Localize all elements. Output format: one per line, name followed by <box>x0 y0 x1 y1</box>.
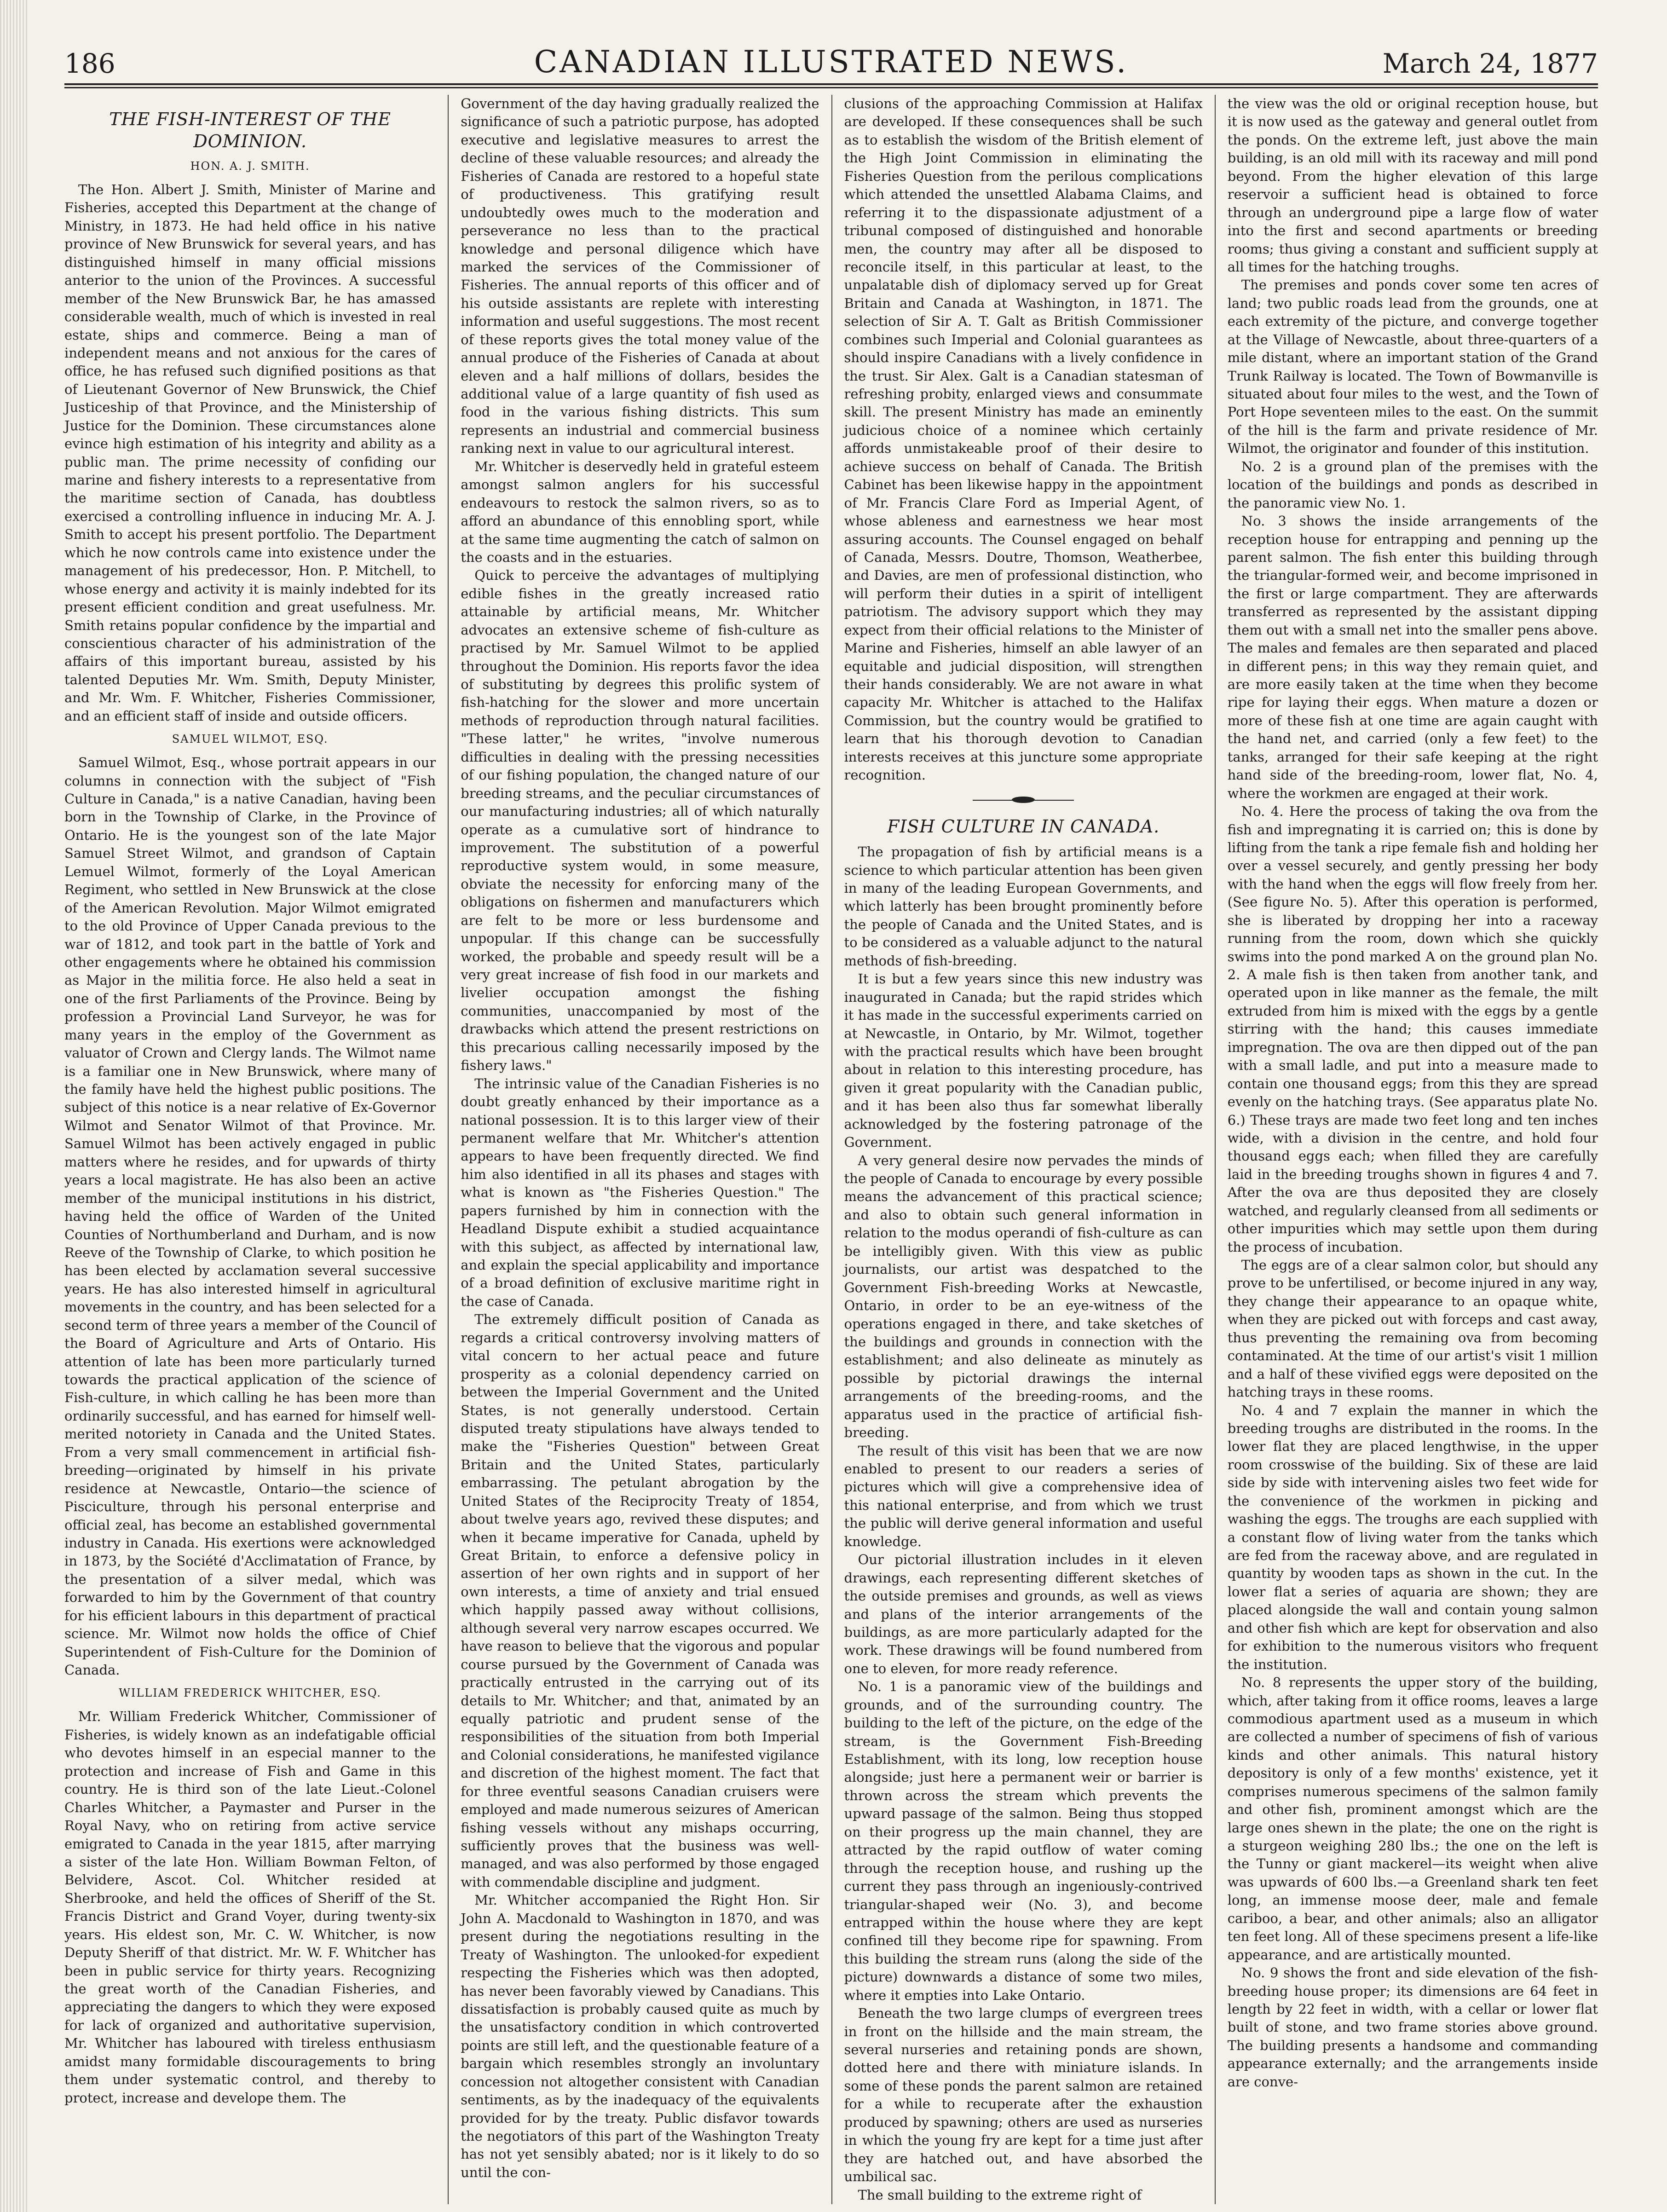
page-header <box>64 40 1598 85</box>
article-divider <box>973 798 1074 802</box>
paragraph: Our pictorial illustration includes in it eleven drawings, each representing different sketches of the outside premises and grounds, as well as views and plans of the interior arrangements of the buildings, as are more particularly adapted for the work. These drawings will be found numbered from one to eleven, for more ready reference. <box>844 1552 1203 1676</box>
paragraph-wilmot: Samuel Wilmot, Esq., whose portrait appears in our columns in connection with the subject of "Fish Culture in Canada," is a native Canadian, having been born in the Township of Clarke, in the Province of Ontario. He is the youngest son of the late Major Samuel Street Wilmot, and grandson of Captain Lemuel Wilmot, formerly of the Loyal American Regiment, who settled in New Brunswick at the close of the American Revolution. Major Wilmot emigrated to the old Province of Upper Canada previous to the war of 1812, and took part in the battle of York and other engagements where he obtained his commission as Major in the militia force. He also held a seat in one of the first Parliaments of the Province. Being by profession a Provincial Land Surveyor, he was for many years in the employ of the Government as valuator of Crown and Clergy lands. The Wilmot name is a familiar one in New Brunswick, where many of the family have held the highest public positions. The subject of this notice is a near relative of Ex-Governor Wilmot and Senator Wilmot of that Province. Mr. Samuel Wilmot has been actively engaged in public matters where he resides, and for upwards of thirty years a local magistrate. He has also been an active member of the municipal institutions in his district, having held the office of Warden of the United Counties of Northumberland and Durham, and is now Reeve of the Township of Clarke, to which position he has been elected by acclamation several successive years. He has also interested himself in agricultural movements in the country, and has been selected for a second term of three years a member of the Council of the Board of Agriculture and Arts of Ontario. His attention of late has been more particularly turned towards the practical application of the science of Fish-culture, in which calling he has been more than ordinarily successful, and has earned for himself well-merited notoriety in Canada and the United States. From a very small commencement in artificial fish-breeding—originated by himself in his private residence at Newcastle, Ontario—the science of Pisciculture, through his personal enterprise and official zeal, has become an established governmental industry in Canada. His exertions were acknowledged in 1873, by the Société d'Acclimatation of France, by the presentation of a silver medal, which was forwarded to him by the Government of that country for his efficient labours in this department of practical science. Mr. Wilmot now holds the office of Chief Superintendent of Fish-Culture for the Dominion of Canada. <box>64 755 436 1678</box>
paragraph: No. 2 is a ground plan of the premises with the location of the buildings and ponds as described in the panoramic view No. 1. <box>1227 458 1598 511</box>
byline-wilmot: SAMUEL WILMOT, ESQ. <box>172 733 329 746</box>
paragraph: The result of this visit has been that we are now enabled to present to our readers a series of pictures which will give a comprehensive idea of this national enterprise, and from which we trust the public will derive general information and useful knowledge. <box>844 1443 1203 1549</box>
page-binding-edge <box>0 0 28 2212</box>
paragraph: The eggs are of a clear salmon color, but should any prove to be unfertilised, or become injured in any way, they change their appearance to an opaque white, when they are picked out with forceps and cast away, thus preventing the remaining ova from becoming contaminated. At the time of our artist's visit 1 million and a half of these vivified eggs were deposited on the hatching trays in these rooms. <box>1227 1257 1598 1400</box>
page-number: 186 <box>64 48 115 79</box>
paragraph-whitcher: Mr. William Frederick Whitcher, Commissioner of Fisheries, is widely known as an indefatigable official who devotes himself in an especial manner to the protection and increase of Fish and Game in this country. He is third son of the late Lieut.-Colonel Charles Whitcher, a Paymaster and Purser in the Royal Navy, who on retiring from active service emigrated to Canada in the year 1815, after marrying a sister of the late Hon. William Bowman Felton, of Belvidere, Ascot. Col. Whitcher resided at Sherbrooke, and held the offices of Sheriff of the St. Francis District and Grand Voyer, during twenty-six years. His eldest son, Mr. C. W. Whitcher, is now Deputy Sheriff of that district. Mr. W. F. Whitcher has been in public service for thirty years. Recognizing the great worth of the Canadian Fisheries, and appreciating the dangers to which they were exposed for lack of organized and authoritative supervision, Mr. Whitcher has laboured with tireless enthusiasm amidst many formidable discouragements to bring them under systematic control, and thereby to protect, increase and develope them. The <box>64 1709 436 2106</box>
paragraph: The intrinsic value of the Canadian Fisheries is no doubt greatly enhanced by their importance as a national possession. It is to this larger view of their permanent welfare that Mr. Whitcher's attention appears to have been frequently directed. We find him also identified in all its phases and stages with what is known as "the Fisheries Question." The papers furnished by him in connection with the Headland Dispute exhibit a studied acquaintance with this subject, as affected by international law, and explain the special applicability and importance of a broad definition of exclusive maritime right in the case of Canada. <box>461 1075 819 1309</box>
paragraph: The small building to the extreme right of <box>858 2187 1142 2203</box>
paragraph: No. 4. Here the process of taking the ova from the fish and impregnating it is carried on; this is done by lifting from the tank a ripe female fish and holding her over a vessel securely, and gently pressing her body with the hand when the eggs will flow freely from her. (See figure No. 5). After this operation is performed, she is liberated by dropping her into a raceway running from the room, down which she quickly swims into the pond marked A on the ground plan No. 2. A male fish is then taken from another tank, and operated upon in like manner as the female, the milt extruded from him is mixed with the eggs by a gentle stirring with the hand; this causes immediate impregnation. The ova are then dipped out of the pan with a small ladle, and put into a measure made to contain one thousand eggs; from this they are spread evenly on the hatching trays. (See apparatus plate No. 6.) These trays are made two feet long and ten inches wide, with a division in the centre, and hold four thousand eggs each; when filled they are carefully laid in the breeding troughs shown in figures 4 and 7. After the ova are thus deposited they are closely watched, and regularly cleansed from all sediments or other impurities which may settle upon them during the process of incubation. <box>1227 803 1598 1255</box>
paragraph: Quick to perceive the advantages of multiplying edible fishes in the greatly increased ratio attainable by artificial means, Mr. Whitcher advocates an extensive scheme of fish-culture as practised by Mr. Samuel Wilmot to be applied throughout the Dominion. His reports favor the idea of substituting by degrees this prolific system of fish-hatching for the slower and more uncertain methods of reproduction through natural facilities. "These latter," he writes, "involve numerous difficulties in dealing with the pressing necessities of our fishing population, the changed nature of our breeding streams, and the peculiar circumstances of our manufacturing industries; all of which naturally operate as a cumulative sort of hindrance to improvement. The substitution of a powerful reproductive system would, in some measure, obviate the necessity for enforcing many of the obligations on fishermen and manufacturers which are felt to be more or less burdensome and unpopular. If this change can be successfully worked, the probable and speedy result will be a very great increase of fish food in our markets and livelier occupation amongst the fishing communities, unaccompanied by most of the drawbacks which attend the present restrictions on this precarious calling necessarily imposed by the fishery laws." <box>461 567 819 1074</box>
article-title-fish-interest: THE FISH-INTEREST OF THE DOMINION. <box>109 109 391 151</box>
column-1 <box>64 95 448 2204</box>
paragraph: A very general desire now pervades the minds of the people of Canada to encourage by every possible means the advancement of this practical science; and also to obtain such general information in relation to the modus operandi of fish-culture as can be intelligibly given. With this view as public journalists, our artist was despatched to the Government Fish-breeding Works at Newcastle, Ontario, in order to be an eye-witness of the operations engaged in there, and take sketches of the buildings and grounds in connection with the establishment; and also delineate as minutely as possible by pictorial drawings the internal arrangements of the breeding-rooms, and the apparatus used in the practice of artificial fish-breeding. <box>844 1152 1203 1441</box>
header-rule <box>64 87 1598 88</box>
paragraph: Mr. Whitcher accompanied the Right Hon. Sir John A. Macdonald to Washington in 1870, and was present during the negotiations resulting in the Treaty of Washington. The unlooked-for expedient respecting the Fisheries which was then adopted, has never been favorably viewed by Canadians. This dissatisfaction is probably caused quite as much by the unsatisfactory condition in which controverted points are still left, and the questionable feature of a bargain which resembles strongly an involuntary concession not altogether consistent with Canadian sentiments, as by the inadequacy of the equivalents provided for by the treaty. Public disfavor towards the negotiators of this part of the Washington Treaty has not yet sensibly abated; nor is it likely to do so until the con- <box>461 1892 819 2180</box>
paragraph: No. 4 and 7 explain the manner in which the breeding troughs are distributed in the rooms. In the lower flat they are placed lengthwise, in the upper room crosswise of the building. Six of these are laid side by side with intervening aisles two feet wide for the convenience of the workmen in picking and washing the eggs. The troughs are each supplied with a constant flow of living water from the tanks which are fed from the raceway above, and are regulated in quantity by wooden taps as shown in the cut. In the lower flat a series of aquaria are shown; they are placed alongside the wall and contain young salmon and other fish which are kept for observation and also for exhibition to the numerous visitors who frequent the institution. <box>1227 1402 1598 1672</box>
column-3 <box>831 95 1215 2204</box>
column-4 <box>1215 95 1598 2204</box>
byline-whitcher: WILLIAM FREDERICK WHITCHER, ESQ. <box>119 1686 382 1700</box>
paragraph: No. 1 is a panoramic view of the buildings and grounds, and of the surrounding country. The building to the left of the picture, on the edge of the stream, is the Government Fish-Breeding Establishment, with its long, low reception house alongside; just here a permanent weir or barrier is thrown across the stream which prevents the upward passage of the salmon. Being thus stopped on their progress up the main channel, they are attracted by the rapid outflow of water coming through the reception house, and rushing up the current they pass through an ingeniously-contrived triangular-shaped weir (No. 3), and become entrapped within the house where they are kept confined till they become ripe for spawning. From this building the stream runs (along the side of the picture) downwards a distance of some two miles, where it empties into Lake Ontario. <box>844 1679 1203 2003</box>
article-title-fish-culture: FISH CULTURE IN CANADA. <box>887 816 1160 837</box>
paragraph: Beneath the two large clumps of evergreen trees in front on the hillside and the main stream, the several nurseries and retaining ponds are shown, dotted here and there with miniature islands. In some of these ponds the parent salmon are retained for a while to recuperate after the exhaustion produced by spawning; others are used as nurseries in which the young fry are kept for a time just after they are hatched out, and have absorbed the umbilical sac. <box>844 2005 1203 2185</box>
article-columns <box>64 95 1598 2203</box>
byline-smith: HON. A. J. SMITH. <box>190 160 310 173</box>
paragraph-continued: the view was the old or original reception house, but it is now used as the gateway and general outlet from the ponds. On the extreme left, just above the main building, is an old mill with its raceway and mill pond beyond. From the higher elevation of this large reservoir a sufficient head is obtained to force through an underground pipe a large flow of water into the first and second apartments or breeding rooms; thus giving a constant and sufficient supply at all times for the hatching troughs. <box>1227 96 1598 275</box>
paragraph: The propagation of fish by artificial means is a science to which particular attention has been given in many of the leading European Governments, and which latterly has been brought prominently before the people of Canada and the United States, and is to be considered as a valuable adjunct to the natural methods of fish-breeding. <box>844 844 1203 969</box>
masthead-title: CANADIAN ILLUSTRATED NEWS. <box>534 44 1129 80</box>
paragraph: It is but a few years since this new industry was inaugurated in Canada; but the rapid strides which it has made in the successful experiments carried on at Newcastle, in Ontario, by Mr. Wilmot, together with the practical results which have been brought about in relation to this interesting procedure, has given it great popularity with the Canadian public, and it has been also thus far somewhat liberally acknowledged by the fostering patronage of the Government. <box>844 971 1203 1150</box>
paragraph: No. 3 shows the inside arrangements of the reception house for entrapping and penning up the parent salmon. The fish enter this building through the triangular-formed weir, and become imprisoned in the first or large compartment. They are afterwards transferred as represented by the assistant dipping them out with a small net into the smaller pens above. The males and females are then separated and placed in different pens; in this way they remain quiet, and are more easily taken at the time when they become ripe for laying their eggs. When mature a dozen or more of these fish at one time are again caught with the hand net, and carried (only a few feet) to the tanks, arranged for their safe keeping at the right hand side of the breeding-room, lower flat, No. 4, where the workmen are engaged at their work. <box>1227 513 1598 801</box>
issue-date: March 24, 1877 <box>1382 48 1598 79</box>
paragraph: No. 9 shows the front and side elevation of the fish-breeding house proper; its dimensions are 64 feet in length by 22 feet in width, with a cellar or lower flat built of stone, and two frame stories above ground. The building presents a handsome and commanding appearance externally; and the arrangements inside are conve- <box>1227 1965 1598 2090</box>
paragraph: The premises and ponds cover some ten acres of land; two public roads lead from the grounds, one at each extremity of the picture, and converge together at the Village of Newcastle, about three-quarters of a mile distant, where an important station of the Grand Trunk Railway is located. The Town of Bowmanville is situated about four miles to the west, and the Town of Port Hope seventeen miles to the east. On the summit of the hill is the farm and private residence of Mr. Wilmot, the originator and founder of this institution. <box>1227 277 1598 456</box>
paragraph: The extremely difficult position of Canada as regards a critical controversy involving matters of vital concern to her actual peace and future prosperity as a colonial dependency carried on between the Imperial Government and the United States, is not generally understood. Certain disputed treaty stipulations have always tended to make the "Fisheries Question" between Great Britain and the United States, particularly embarrassing. The petulant abrogation by the United States of the Reciprocity Treaty of 1854, about twelve years ago, revived these disputes; and when it became imperative for Canada, upheld by Great Britain, to enforce a defensive policy in assertion of her own rights and in support of her own interests, a time of anxiety and trial ensued which happily passed away without collisions, although several very narrow escapes occurred. We have reason to believe that the vigorous and popular course pursued by the Government of Canada was practically entrusted in the carrying out of its details to Mr. Whitcher; and that, animated by an equally patriotic and prudent sense of the responsibilities of the situation from both Imperial and Colonial considerations, he manifested vigilance and discretion of the highest moment. The fact that for three eventful seasons Canadian cruisers were employed and made numerous seizures of American fishing vessels without any mishaps occurring, sufficiently proves that the business was well-managed, and was also performed by those engaged with commendable discipline and judgment. <box>461 1311 819 1890</box>
paragraph-smith: The Hon. Albert J. Smith, Minister of Marine and Fisheries, accepted this Department at the change of Ministry, in 1873. He had held office in his native province of New Brunswick for several years, and has distinguished himself in many official missions anterior to the union of the Provinces. A successful member of the New Brunswick Bar, he has amassed considerable wealth, much of which is invested in real estate, ships and commerce. Being a man of independent means and not anxious for the cares of office, he has refused such dignified positions as that of Lieutenant Governor of New Brunswick, the Chief Justiceship of that Province, and the Ministership of Justice for the Dominion. These circumstances alone evince high estimation of his integrity and ability as a public man. The prime necessity of confiding our marine and fishery interests to a representative from the maritime section of Canada, has doubtless exercised a controlling influence in inducing Mr. A. J. Smith to accept his present portfolio. The Department which he now controls came into existence under the management of his predecessor, Hon. P. Mitchell, to whose energy and activity it is mainly indebted for its present efficient condition and great usefulness. Mr. Smith retains popular confidence by the impartial and conscientious character of his administration of the affairs of this important bureau, assisted by his talented Deputies Mr. Wm. Smith, Deputy Minister, and Mr. Wm. F. Whitcher, Fisheries Commissioner, and an efficient staff of inside and outside officers. <box>64 182 436 724</box>
paragraph: Mr. Whitcher is deservedly held in grateful esteem amongst salmon anglers for his successful endeavours to restock the salmon rivers, so as to afford an abundance of this ennobling sport, while at the same time augmenting the catch of salmon on the coasts and in the estuaries. <box>461 458 819 565</box>
paragraph-continued: clusions of the approaching Commission at Halifax are developed. If these consequences shall be such as to establish the wisdom of the British element of the High Joint Commission in eliminating the Fisheries Question from the perilous complications which attended the unsettled Alabama Claims, and referring it to the dispassionate adjustment of a tribunal composed of distinguished and honorable men, the country may after all be disposed to reconcile itself, in this particular at least, to the unpalatable dish of diplomacy served up for Great Britain and Canada at Washington, in 1871. The selection of Sir A. T. Galt as British Commissioner combines such Imperial and Colonial guarantees as should inspire Canadians with a lively confidence in the trust. Sir Alex. Galt is a Canadian statesman of refreshing probity, enlarged views and consummate skill. The present Ministry has made an eminently judicious choice of a nominee which certainly affords unmistakeable proof of their desire to achieve success on behalf of Canada. The British Cabinet has been likewise happy in the appointment of Mr. Francis Clare Ford as Imperial Agent, of whose ableness and earnestness we hear most assuring accounts. The Counsel engaged on behalf of Canada, Messrs. Doutre, Thomson, Weatherbee, and Davies, are men of professional distinction, who will perform their duties in a spirit of intelligent patriotism. The advisory support which they may expect from their official relations to the Minister of Marine and Fisheries, himself an able lawyer of an equitable and judicial disposition, will strengthen their hands considerably. We are not aware in what capacity Mr. Whitcher is attached to the Halifax Commission, but the country would be gratified to learn that his thorough devotion to Canadian interests receives at this juncture some appropriate recognition. <box>844 96 1203 783</box>
paragraph: No. 8 represents the upper story of the building, which, after taking from it office rooms, leaves a large commodious apartment used as a museum in which are collected a number of specimens of fish of various kinds and other animals. This natural history depository is only of a few months' existence, yet it comprises numerous specimens of the salmon family and other fish, prominent amongst which are the large ones shewn in the plate; the one on the right is a sturgeon weighing 280 lbs.; the one on the left is the Tunny or giant mackerel—its weight when alive was upwards of 600 lbs.—a Greenland shark ten feet long, an immense moose deer, male and female cariboo, a bear, and other animals; also an alligator ten feet long. All of these specimens present a life-like appearance, and are artistically mounted. <box>1227 1675 1598 1963</box>
paragraph-continued: Government of the day having gradually realized the significance of such a patriotic purpose, has adopted executive and legislative measures to arrest the decline of these valuable resources; and already the Fisheries of Canada are restored to a hopeful state of productiveness. This gratifying result undoubtedly owes much to the moderation and perseverance no less than to the practical knowledge and personal diligence which have marked the services of the Commissioner of Fisheries. The annual reports of this officer and of his outside assistants are replete with interesting information and useful suggestions. The most recent of these reports gives the total money value of the annual produce of the Fisheries of Canada at about eleven and a half millions of dollars, besides the additional value of a large quantity of fish used as food in the various fishing districts. This sum represents an industrial and commercial business ranking next in value to our agricultural interest. <box>461 96 819 456</box>
column-2 <box>448 95 831 2204</box>
